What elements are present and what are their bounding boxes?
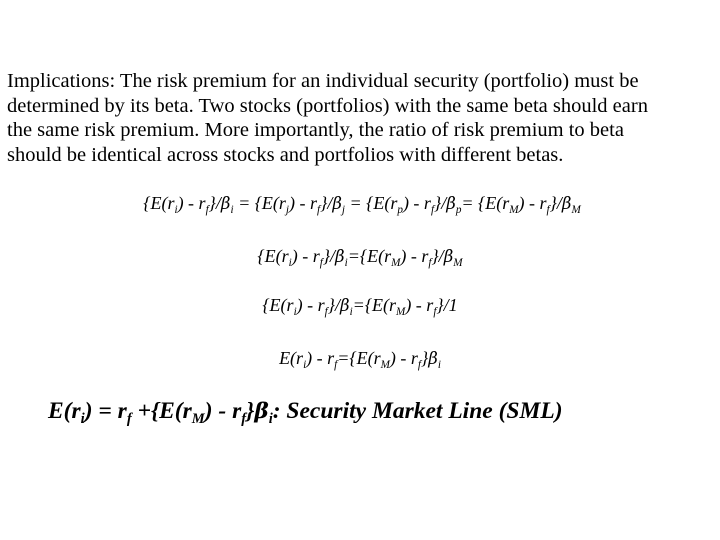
equation-market-beta-one: $\{E(r_i) - r_f\}/\beta_i=\{E(r_M) - r_f\}/1$: [262, 295, 458, 318]
implications-line-3: the same risk premium. More importantly, the ratio of risk premium to beta: [7, 119, 624, 141]
equation-ratio-market: $\{E(r_i) - r_f\}/\beta_i=\{E(r_M) - r_f\}/\beta_M$: [257, 246, 463, 269]
implications-line-1: Implications: The risk premium for an individual security (portfolio) must be: [7, 70, 639, 92]
security-market-line-equation: $E(r_i) = r_f +\{E(r_M) - r_f\}\beta_i$: Security Market Line (SML): [48, 398, 563, 428]
implications-line-4: should be identical across stocks and portfolios with different betas.: [7, 143, 564, 166]
equation-risk-premium: $E(r_i) - r_f=\{E(r_M) - r_f\}\beta_i$: [279, 348, 441, 371]
implications-paragraph: [7, 69, 713, 167]
equation-ratio-all-assets: $\{E(r_i) - r_f\}/\beta_i = \{E(r_j) - r_f\}/\beta_j = \{E(r_p) - r_f\}/\beta_p= \{E(r_M) - r_f\}/\beta_M$: [143, 193, 581, 216]
implications-line-2: determined by its beta. Two stocks (portfolios) with the same beta should earn: [7, 94, 648, 117]
